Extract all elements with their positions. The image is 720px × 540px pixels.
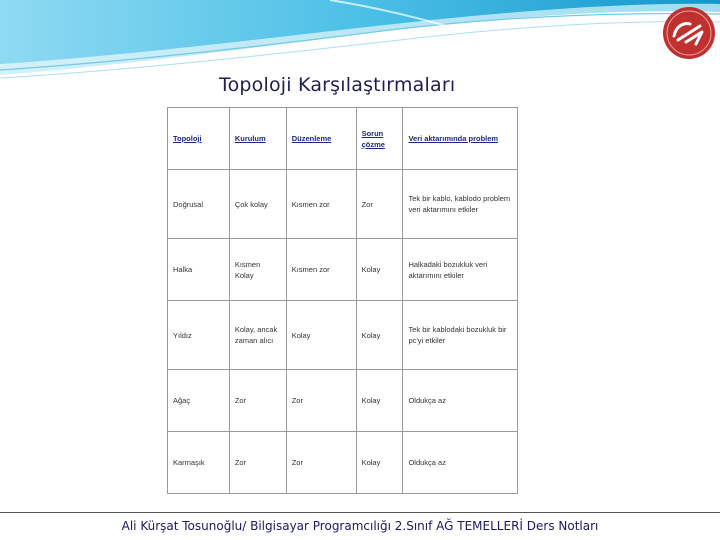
table-cell: Kolay xyxy=(356,301,403,370)
table-cell: Tek bir kablodaki bozukluk bir pc'yi etkiler xyxy=(403,301,518,370)
table-row xyxy=(168,370,518,432)
footer-divider xyxy=(0,512,720,513)
header-cell: Topoloji xyxy=(168,108,230,170)
table-row xyxy=(168,239,518,301)
table-cell: Kısmen Kolay xyxy=(229,239,286,301)
table-cell: Oldukça az xyxy=(403,370,518,432)
gtk-logo xyxy=(662,6,716,60)
table-cell: Yıldız xyxy=(168,301,230,370)
table-cell: Kolay xyxy=(286,301,356,370)
table-cell: Kolay xyxy=(356,370,403,432)
table-cell: Karmaşık xyxy=(168,432,230,494)
table-cell: Doğrusal xyxy=(168,170,230,239)
table-cell: Zor xyxy=(286,370,356,432)
table-cell: Zor xyxy=(286,432,356,494)
table-cell: Kolay xyxy=(356,239,403,301)
table-row xyxy=(168,432,518,494)
table-cell: Çok kolay xyxy=(229,170,286,239)
table-cell: Kolay xyxy=(356,432,403,494)
table-cell: Halka xyxy=(168,239,230,301)
table-cell: Ağaç xyxy=(168,370,230,432)
table-cell: Kısmen zor xyxy=(286,170,356,239)
table-cell: Zor xyxy=(356,170,403,239)
topology-comparison-table xyxy=(167,107,518,494)
header-cell: Düzenleme xyxy=(286,108,356,170)
table-row xyxy=(168,301,518,370)
header-cell: Sorun çözme xyxy=(356,108,403,170)
table-header-row xyxy=(168,108,518,170)
table-cell: Tek bir kablo, kablodo problem veri aktarımını etkiler xyxy=(403,170,518,239)
header-cell: Veri aktarımında problem xyxy=(403,108,518,170)
header-cell: Kurulum xyxy=(229,108,286,170)
table-cell: Zor xyxy=(229,370,286,432)
table-cell: Zor xyxy=(229,432,286,494)
table-cell: Halkadaki bozukluk veri aktarımını etkiler xyxy=(403,239,518,301)
table-cell: Oldukça az xyxy=(403,432,518,494)
slide-title: Topoloji Karşılaştırmaları xyxy=(219,74,456,96)
table-cell: Kısmen zor xyxy=(286,239,356,301)
table-row xyxy=(168,170,518,239)
table-cell: Kolay, ancak zaman alıcı xyxy=(229,301,286,370)
footer-text: Ali Kürşat Tosunoğlu/ Bilgisayar Programcılığı 2.Sınıf AĞ TEMELLERİ Ders Notları xyxy=(121,519,599,533)
